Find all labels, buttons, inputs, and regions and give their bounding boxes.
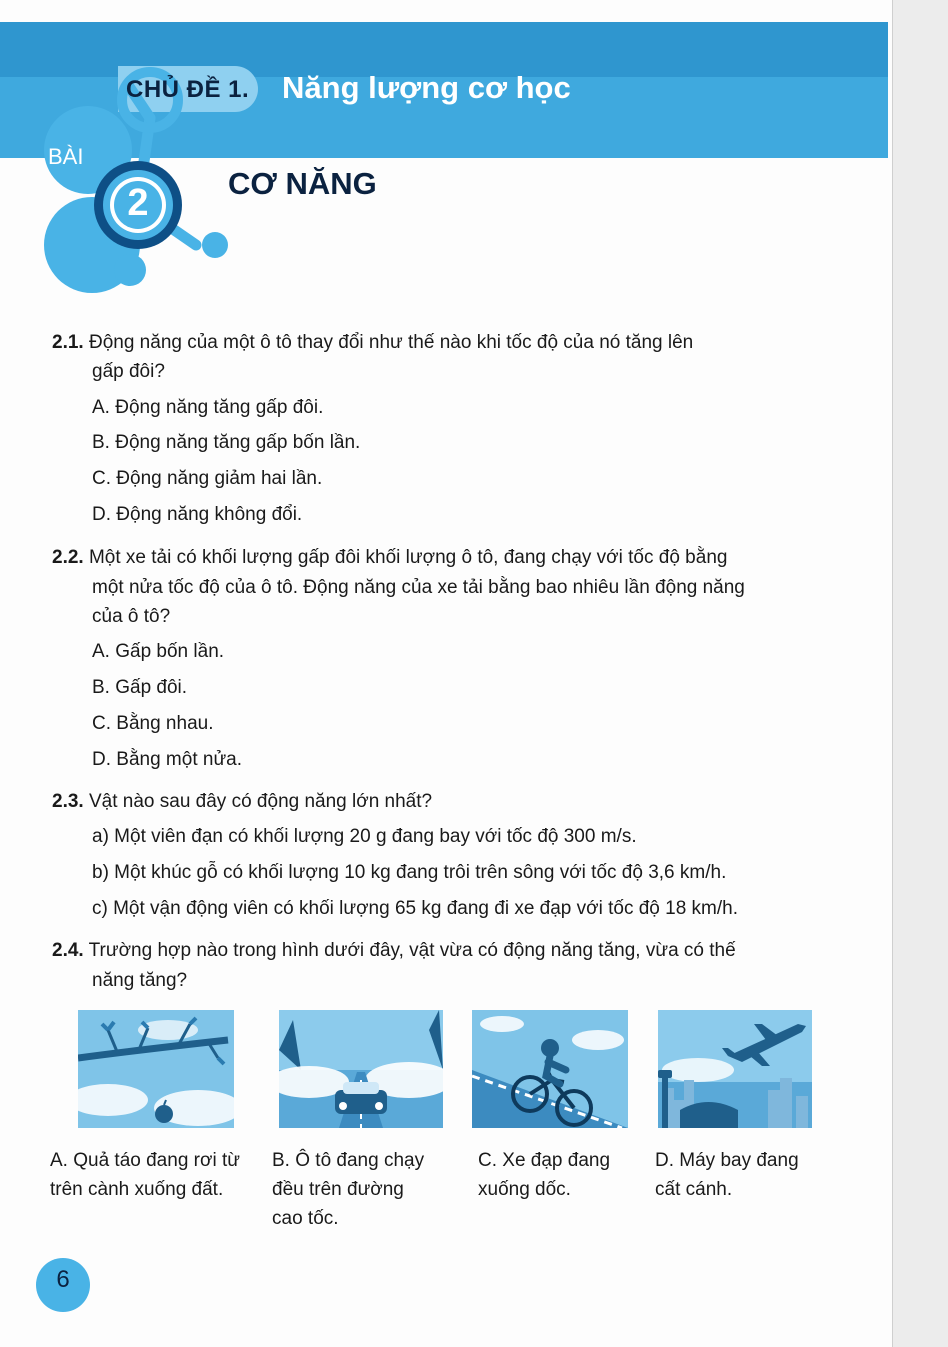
- option-a: a) Một viên đạn có khối lượng 20 g đang bay với tốc độ 300 m/s.: [92, 826, 637, 847]
- question-text: Một xe tải có khối lượng gấp đôi khối lượng ô tô, đang chạy với tốc độ bằng: [88, 547, 728, 568]
- option-d: D. Bằng một nửa.: [92, 749, 243, 770]
- question-text: Trường hợp nào trong hình dưới đây, vật vừa có động năng tăng, vừa có thế: [88, 940, 736, 961]
- question-text: Động năng của một ô tô thay đổi như thế nào khi tốc độ của nó tăng lên: [88, 332, 694, 353]
- option-c: c) Một vận động viên có khối lượng 65 kg đang đi xe đạp với tốc độ 18 km/h.: [92, 898, 738, 919]
- figure-c-caption: xuống dốc.: [478, 1179, 571, 1200]
- cyclist-downhill-icon: [472, 1010, 628, 1128]
- figure-a-caption: trên cành xuống đất.: [50, 1179, 224, 1200]
- lesson-word: BÀI: [48, 144, 84, 169]
- question-text-cont: gấp đôi?: [92, 361, 165, 382]
- lesson-title: CƠ NĂNG: [228, 166, 377, 201]
- book-edge: [892, 0, 948, 1347]
- question-number: 2.2.: [52, 547, 84, 568]
- question-number: 2.3.: [52, 791, 84, 812]
- option-d: D. Động năng không đổi.: [92, 504, 303, 525]
- topic-title: Năng lượng cơ học: [282, 70, 571, 105]
- question-text-cont: năng tăng?: [92, 970, 188, 991]
- figure-b-caption: cao tốc.: [272, 1208, 339, 1229]
- figure-d-caption: cất cánh.: [655, 1179, 733, 1200]
- figure-c-caption: C. Xe đạp đang: [478, 1150, 611, 1171]
- option-c: C. Động năng giảm hai lần.: [92, 468, 323, 489]
- question-text-cont: của ô tô?: [92, 606, 171, 627]
- question-2-1: [52, 328, 693, 357]
- figure-a-caption: A. Quả táo đang rơi từ: [50, 1150, 240, 1171]
- falling-apple-icon: [78, 1010, 234, 1128]
- option-b: b) Một khúc gỗ có khối lượng 10 kg đang trôi trên sông với tốc độ 3,6 km/h.: [92, 862, 727, 883]
- car-on-road-icon: [279, 1010, 443, 1128]
- question-number: 2.1.: [52, 332, 84, 353]
- figure-b-caption: đều trên đường: [272, 1179, 404, 1200]
- airplane-takeoff-icon: [658, 1010, 812, 1128]
- question-text: Vật nào sau đây có động năng lớn nhất?: [88, 791, 433, 812]
- option-b: B. Gấp đôi.: [92, 677, 188, 698]
- option-a: A. Gấp bốn lần.: [92, 641, 225, 662]
- topic-label: CHỦ ĐỀ 1.: [126, 76, 250, 103]
- option-a: A. Động năng tăng gấp đôi.: [92, 397, 324, 418]
- figure-b-caption: B. Ô tô đang chạy: [272, 1150, 425, 1171]
- lesson-molecule-badge: [0, 0, 300, 310]
- figure-d-caption: D. Máy bay đang: [655, 1150, 799, 1171]
- question-number: 2.4.: [52, 940, 84, 961]
- page-number: 6: [56, 1266, 70, 1293]
- option-c: C. Bằng nhau.: [92, 713, 214, 734]
- lesson-number: 2: [127, 182, 149, 224]
- option-b: B. Động năng tăng gấp bốn lần.: [92, 432, 361, 453]
- question-2-2: [52, 543, 727, 572]
- question-2-3: [52, 787, 432, 816]
- question-2-4: [52, 936, 736, 965]
- question-text-cont: một nửa tốc độ của ô tô. Động năng của xe tải bằng bao nhiêu lần động năng: [92, 577, 745, 598]
